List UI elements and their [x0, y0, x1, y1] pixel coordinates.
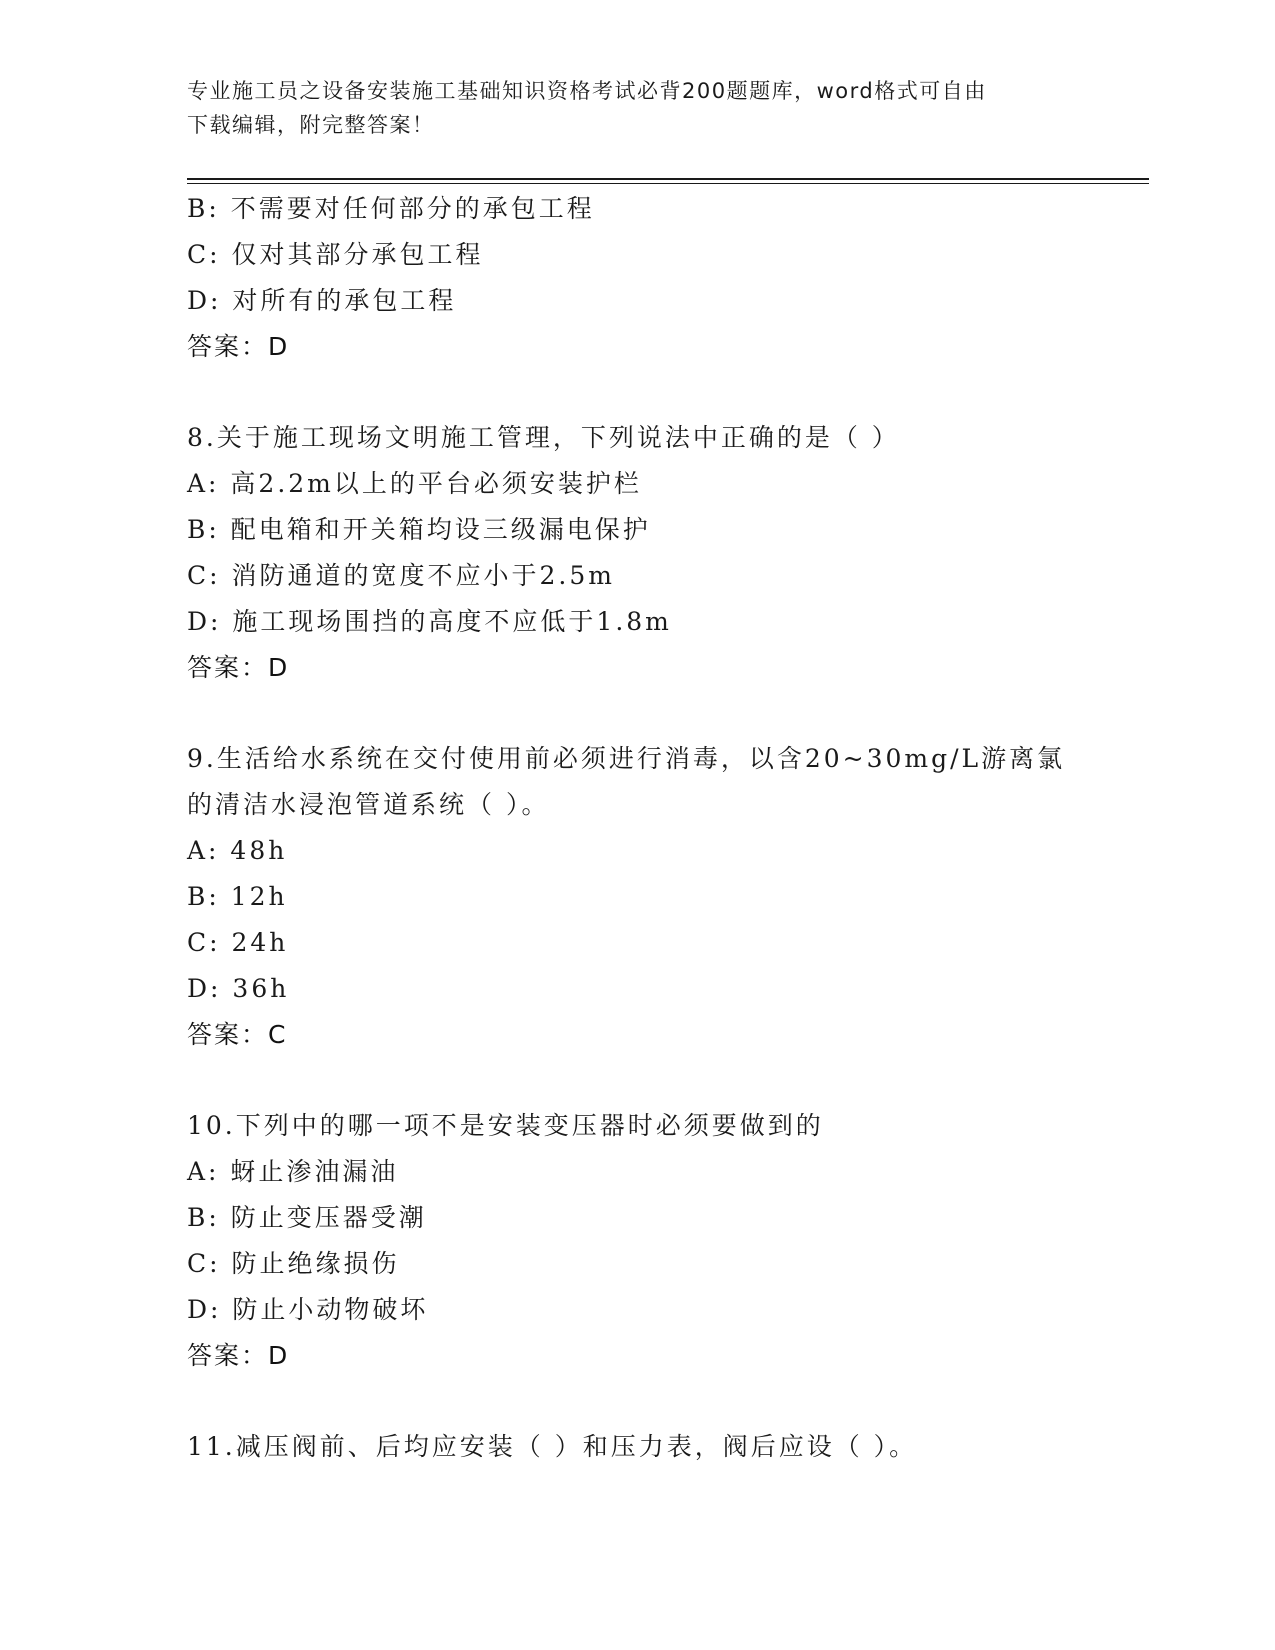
question-7-partial — [187, 186, 1087, 370]
spacer — [187, 370, 1087, 415]
spacer — [187, 1379, 1087, 1424]
option-c: C: 24h — [187, 928, 289, 957]
answer: 答案：D — [187, 332, 290, 361]
question-9 — [187, 736, 1087, 1058]
question-10 — [187, 1103, 1087, 1379]
question-11 — [187, 1424, 1087, 1470]
option-d: D: 施工现场围挡的高度不应低于1.8m — [187, 607, 672, 636]
document-header — [187, 74, 1067, 142]
question-stem: 10.下列中的哪一项不是安装变压器时必须要做到的 — [187, 1111, 824, 1140]
option-d: D: 对所有的承包工程 — [187, 286, 457, 315]
question-stem-line-1: 9.生活给水系统在交付使用前必须进行消毒，以含20~30mg/L游离氯 — [187, 744, 1066, 773]
question-list — [187, 186, 1087, 1470]
answer: 答案：D — [187, 653, 290, 682]
question-8 — [187, 415, 1087, 691]
question-stem-line-2: 的清洁水浸泡管道系统（ ）。 — [187, 790, 550, 819]
header-divider-thin — [187, 183, 1149, 184]
spacer — [187, 691, 1087, 736]
option-a: A: 高2.2m以上的平台必须安装护栏 — [187, 469, 642, 498]
option-b: B: 配电箱和开关箱均设三级漏电保护 — [187, 515, 651, 544]
option-d: D: 防止小动物破坏 — [187, 1295, 429, 1324]
spacer — [187, 1058, 1087, 1103]
header-line-2: 下载编辑，附完整答案！ — [187, 113, 435, 137]
header-divider-thick — [187, 178, 1149, 180]
option-d: D: 36h — [187, 974, 290, 1003]
answer: 答案：D — [187, 1341, 290, 1370]
option-c: C: 仅对其部分承包工程 — [187, 240, 484, 269]
option-c: C: 防止绝缘损伤 — [187, 1249, 400, 1278]
question-stem: 11.减压阀前、后均应安装（ ）和压力表，阀后应设（ ）。 — [187, 1432, 918, 1461]
option-a: A: 48h — [187, 836, 288, 865]
header-line-1: 专业施工员之设备安装施工基础知识资格考试必背200题题库，word格式可自由 — [187, 79, 987, 103]
option-c: C: 消防通道的宽度不应小于2.5m — [187, 561, 615, 590]
question-stem: 8.关于施工现场文明施工管理，下列说法中正确的是（ ） — [187, 423, 900, 452]
option-a: A: 蚜止渗油漏油 — [187, 1157, 399, 1186]
option-b: B: 12h — [187, 882, 288, 911]
option-b: B: 防止变压器受潮 — [187, 1203, 427, 1232]
answer: 答案：C — [187, 1020, 288, 1049]
option-b: B: 不需要对任何部分的承包工程 — [187, 194, 595, 223]
